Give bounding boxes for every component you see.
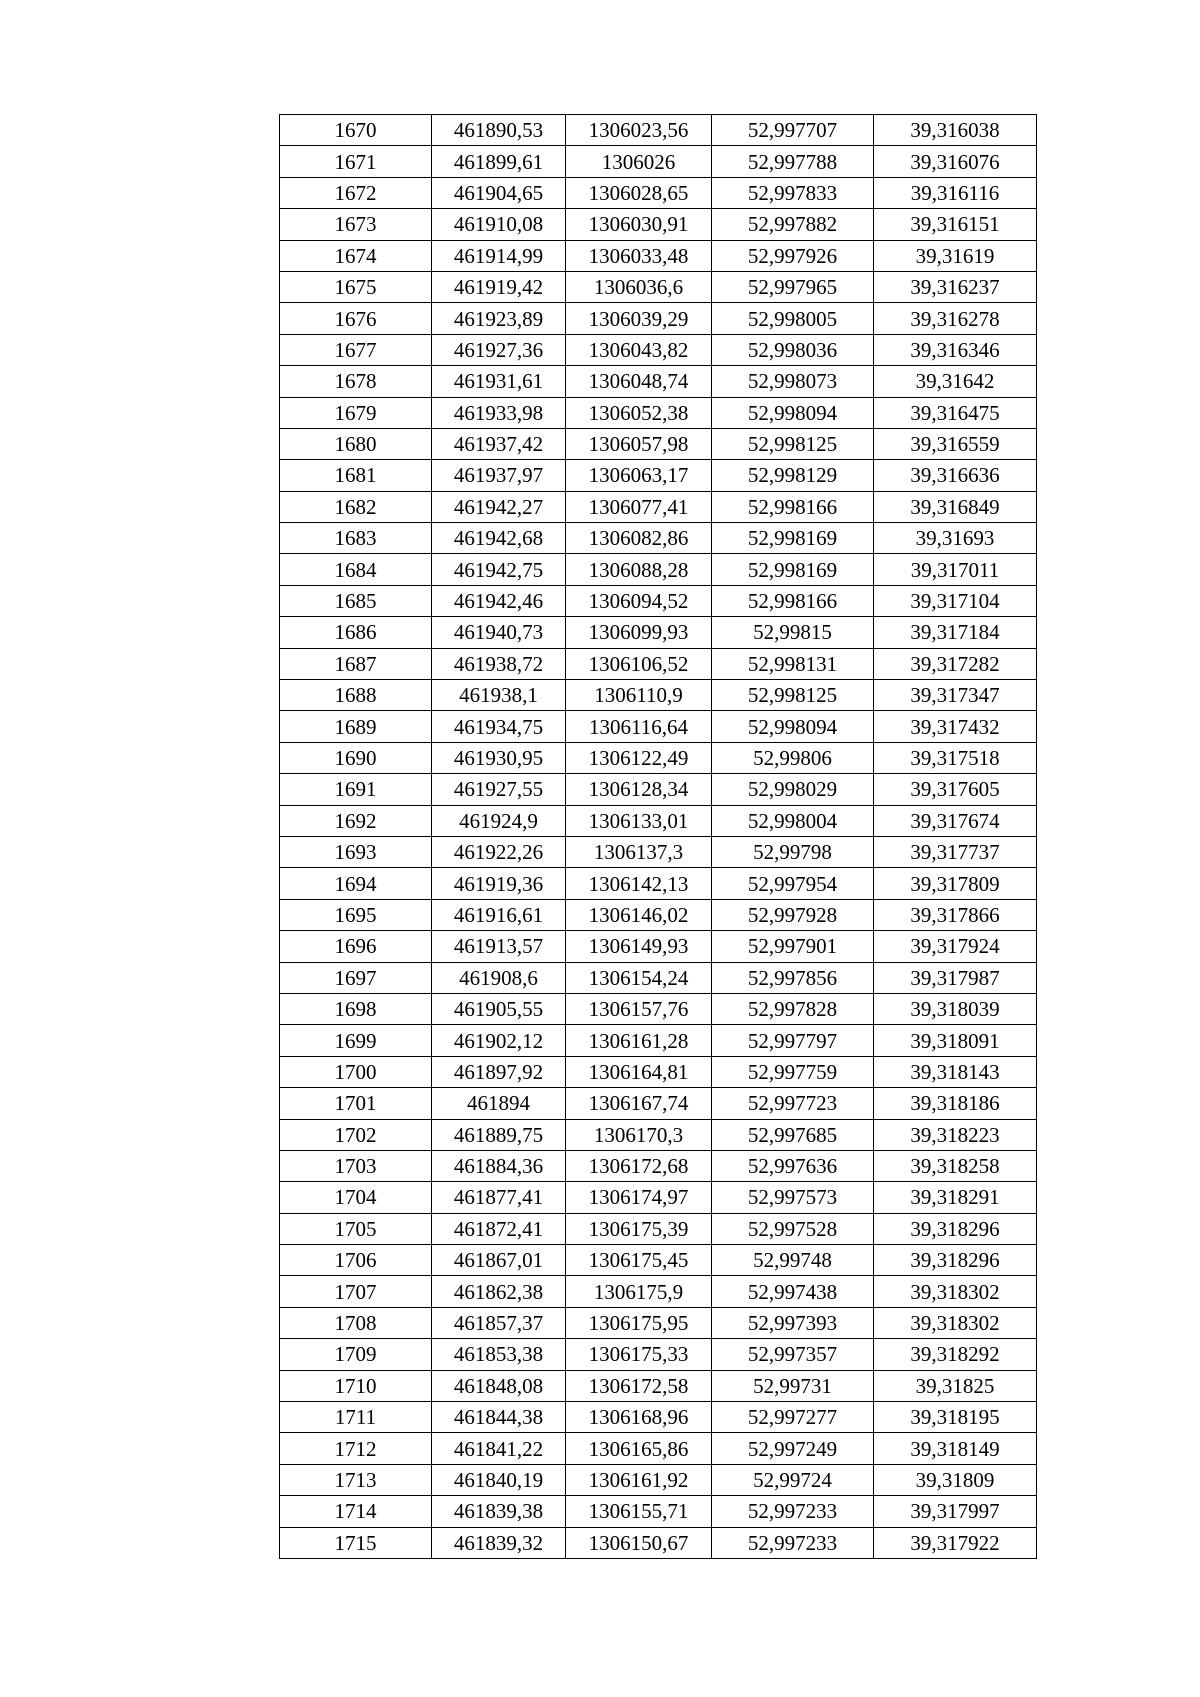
cell-x: 461914,99 bbox=[432, 240, 566, 271]
table-row bbox=[280, 271, 1037, 302]
cell-longitude: 39,31642 bbox=[874, 366, 1037, 397]
cell-y: 1306028,65 bbox=[566, 177, 712, 208]
cell-y: 1306155,71 bbox=[566, 1496, 712, 1527]
cell-x: 461867,01 bbox=[432, 1245, 566, 1276]
table-row bbox=[280, 554, 1037, 585]
cell-point-number: 1678 bbox=[280, 366, 432, 397]
cell-x: 461884,36 bbox=[432, 1150, 566, 1181]
cell-longitude: 39,318292 bbox=[874, 1339, 1037, 1370]
cell-x: 461938,1 bbox=[432, 680, 566, 711]
cell-x: 461853,38 bbox=[432, 1339, 566, 1370]
cell-latitude: 52,99748 bbox=[712, 1245, 874, 1276]
table-row bbox=[280, 1339, 1037, 1370]
cell-y: 1306082,86 bbox=[566, 523, 712, 554]
cell-longitude: 39,316278 bbox=[874, 303, 1037, 334]
cell-point-number: 1684 bbox=[280, 554, 432, 585]
cell-x: 461942,68 bbox=[432, 523, 566, 554]
cell-x: 461889,75 bbox=[432, 1119, 566, 1150]
cell-longitude: 39,317924 bbox=[874, 931, 1037, 962]
cell-longitude: 39,316636 bbox=[874, 460, 1037, 491]
cell-longitude: 39,316151 bbox=[874, 209, 1037, 240]
cell-x: 461910,08 bbox=[432, 209, 566, 240]
cell-point-number: 1708 bbox=[280, 1307, 432, 1338]
cell-longitude: 39,318091 bbox=[874, 1025, 1037, 1056]
cell-y: 1306149,93 bbox=[566, 931, 712, 962]
cell-x: 461927,55 bbox=[432, 774, 566, 805]
cell-latitude: 52,99806 bbox=[712, 742, 874, 773]
table-row bbox=[280, 1370, 1037, 1401]
cell-point-number: 1695 bbox=[280, 899, 432, 930]
cell-latitude: 52,997928 bbox=[712, 899, 874, 930]
cell-y: 1306057,98 bbox=[566, 428, 712, 459]
cell-y: 1306110,9 bbox=[566, 680, 712, 711]
cell-latitude: 52,997882 bbox=[712, 209, 874, 240]
cell-y: 1306164,81 bbox=[566, 1056, 712, 1087]
cell-longitude: 39,317922 bbox=[874, 1527, 1037, 1558]
cell-x: 461862,38 bbox=[432, 1276, 566, 1307]
cell-x: 461937,97 bbox=[432, 460, 566, 491]
cell-x: 461930,95 bbox=[432, 742, 566, 773]
cell-x: 461942,75 bbox=[432, 554, 566, 585]
cell-y: 1306167,74 bbox=[566, 1088, 712, 1119]
cell-longitude: 39,317605 bbox=[874, 774, 1037, 805]
cell-latitude: 52,997828 bbox=[712, 993, 874, 1024]
cell-x: 461848,08 bbox=[432, 1370, 566, 1401]
cell-longitude: 39,317997 bbox=[874, 1496, 1037, 1527]
cell-latitude: 52,998131 bbox=[712, 648, 874, 679]
cell-x: 461897,92 bbox=[432, 1056, 566, 1087]
cell-x: 461905,55 bbox=[432, 993, 566, 1024]
cell-point-number: 1683 bbox=[280, 523, 432, 554]
cell-latitude: 52,99724 bbox=[712, 1464, 874, 1495]
cell-point-number: 1696 bbox=[280, 931, 432, 962]
cell-y: 1306088,28 bbox=[566, 554, 712, 585]
cell-x: 461839,32 bbox=[432, 1527, 566, 1558]
cell-y: 1306175,9 bbox=[566, 1276, 712, 1307]
cell-x: 461913,57 bbox=[432, 931, 566, 962]
cell-point-number: 1694 bbox=[280, 868, 432, 899]
cell-latitude: 52,99815 bbox=[712, 617, 874, 648]
cell-latitude: 52,99731 bbox=[712, 1370, 874, 1401]
cell-y: 1306174,97 bbox=[566, 1182, 712, 1213]
cell-y: 1306142,13 bbox=[566, 868, 712, 899]
table-row bbox=[280, 931, 1037, 962]
cell-y: 1306133,01 bbox=[566, 805, 712, 836]
cell-x: 461839,38 bbox=[432, 1496, 566, 1527]
table-row bbox=[280, 1402, 1037, 1433]
cell-y: 1306170,3 bbox=[566, 1119, 712, 1150]
cell-point-number: 1711 bbox=[280, 1402, 432, 1433]
cell-y: 1306077,41 bbox=[566, 491, 712, 522]
cell-y: 1306175,39 bbox=[566, 1213, 712, 1244]
cell-longitude: 39,317809 bbox=[874, 868, 1037, 899]
cell-latitude: 52,997528 bbox=[712, 1213, 874, 1244]
cell-latitude: 52,997856 bbox=[712, 962, 874, 993]
cell-longitude: 39,316076 bbox=[874, 146, 1037, 177]
cell-point-number: 1692 bbox=[280, 805, 432, 836]
cell-y: 1306030,91 bbox=[566, 209, 712, 240]
cell-point-number: 1714 bbox=[280, 1496, 432, 1527]
table-row bbox=[280, 1433, 1037, 1464]
cell-point-number: 1680 bbox=[280, 428, 432, 459]
cell-x: 461931,61 bbox=[432, 366, 566, 397]
cell-point-number: 1673 bbox=[280, 209, 432, 240]
cell-latitude: 52,997723 bbox=[712, 1088, 874, 1119]
cell-x: 461938,72 bbox=[432, 648, 566, 679]
cell-y: 1306172,58 bbox=[566, 1370, 712, 1401]
cell-latitude: 52,997233 bbox=[712, 1527, 874, 1558]
cell-y: 1306039,29 bbox=[566, 303, 712, 334]
cell-point-number: 1689 bbox=[280, 711, 432, 742]
cell-longitude: 39,317104 bbox=[874, 585, 1037, 616]
cell-point-number: 1702 bbox=[280, 1119, 432, 1150]
cell-longitude: 39,318302 bbox=[874, 1276, 1037, 1307]
cell-point-number: 1685 bbox=[280, 585, 432, 616]
coordinate-table bbox=[279, 114, 1037, 1559]
cell-longitude: 39,317282 bbox=[874, 648, 1037, 679]
cell-latitude: 52,997954 bbox=[712, 868, 874, 899]
cell-latitude: 52,998004 bbox=[712, 805, 874, 836]
cell-point-number: 1670 bbox=[280, 115, 432, 146]
cell-point-number: 1688 bbox=[280, 680, 432, 711]
table-row bbox=[280, 617, 1037, 648]
cell-point-number: 1687 bbox=[280, 648, 432, 679]
cell-y: 1306033,48 bbox=[566, 240, 712, 271]
table-row bbox=[280, 1245, 1037, 1276]
cell-latitude: 52,998169 bbox=[712, 554, 874, 585]
cell-x: 461872,41 bbox=[432, 1213, 566, 1244]
cell-point-number: 1707 bbox=[280, 1276, 432, 1307]
cell-point-number: 1674 bbox=[280, 240, 432, 271]
cell-longitude: 39,316849 bbox=[874, 491, 1037, 522]
cell-latitude: 52,998169 bbox=[712, 523, 874, 554]
cell-longitude: 39,317987 bbox=[874, 962, 1037, 993]
cell-latitude: 52,998073 bbox=[712, 366, 874, 397]
cell-point-number: 1712 bbox=[280, 1433, 432, 1464]
cell-x: 461937,42 bbox=[432, 428, 566, 459]
cell-latitude: 52,998166 bbox=[712, 585, 874, 616]
cell-point-number: 1705 bbox=[280, 1213, 432, 1244]
cell-x: 461916,61 bbox=[432, 899, 566, 930]
cell-point-number: 1706 bbox=[280, 1245, 432, 1276]
cell-point-number: 1710 bbox=[280, 1370, 432, 1401]
table-row bbox=[280, 993, 1037, 1024]
cell-y: 1306161,28 bbox=[566, 1025, 712, 1056]
cell-latitude: 52,997901 bbox=[712, 931, 874, 962]
cell-y: 1306036,6 bbox=[566, 271, 712, 302]
cell-longitude: 39,317432 bbox=[874, 711, 1037, 742]
cell-y: 1306026 bbox=[566, 146, 712, 177]
cell-x: 461902,12 bbox=[432, 1025, 566, 1056]
cell-x: 461919,42 bbox=[432, 271, 566, 302]
cell-point-number: 1693 bbox=[280, 836, 432, 867]
cell-x: 461877,41 bbox=[432, 1182, 566, 1213]
cell-longitude: 39,316237 bbox=[874, 271, 1037, 302]
table-row bbox=[280, 1182, 1037, 1213]
cell-y: 1306168,96 bbox=[566, 1402, 712, 1433]
cell-longitude: 39,317737 bbox=[874, 836, 1037, 867]
cell-latitude: 52,997926 bbox=[712, 240, 874, 271]
table-row bbox=[280, 962, 1037, 993]
table-row bbox=[280, 1213, 1037, 1244]
cell-y: 1306023,56 bbox=[566, 115, 712, 146]
cell-x: 461894 bbox=[432, 1088, 566, 1119]
cell-longitude: 39,31693 bbox=[874, 523, 1037, 554]
cell-longitude: 39,316346 bbox=[874, 334, 1037, 365]
cell-y: 1306146,02 bbox=[566, 899, 712, 930]
cell-longitude: 39,318143 bbox=[874, 1056, 1037, 1087]
cell-y: 1306116,64 bbox=[566, 711, 712, 742]
table-row bbox=[280, 742, 1037, 773]
cell-y: 1306175,33 bbox=[566, 1339, 712, 1370]
table-row bbox=[280, 177, 1037, 208]
cell-longitude: 39,318291 bbox=[874, 1182, 1037, 1213]
cell-point-number: 1701 bbox=[280, 1088, 432, 1119]
cell-latitude: 52,998029 bbox=[712, 774, 874, 805]
table-row bbox=[280, 711, 1037, 742]
table-row bbox=[280, 1464, 1037, 1495]
cell-longitude: 39,318186 bbox=[874, 1088, 1037, 1119]
cell-point-number: 1715 bbox=[280, 1527, 432, 1558]
table-row bbox=[280, 240, 1037, 271]
cell-point-number: 1704 bbox=[280, 1182, 432, 1213]
table-row bbox=[280, 1150, 1037, 1181]
cell-x: 461908,6 bbox=[432, 962, 566, 993]
cell-latitude: 52,997759 bbox=[712, 1056, 874, 1087]
cell-y: 1306128,34 bbox=[566, 774, 712, 805]
cell-y: 1306052,38 bbox=[566, 397, 712, 428]
table-row bbox=[280, 115, 1037, 146]
table-row bbox=[280, 1276, 1037, 1307]
cell-point-number: 1709 bbox=[280, 1339, 432, 1370]
cell-point-number: 1679 bbox=[280, 397, 432, 428]
cell-longitude: 39,318223 bbox=[874, 1119, 1037, 1150]
cell-latitude: 52,997393 bbox=[712, 1307, 874, 1338]
cell-latitude: 52,998125 bbox=[712, 428, 874, 459]
cell-point-number: 1713 bbox=[280, 1464, 432, 1495]
cell-longitude: 39,31825 bbox=[874, 1370, 1037, 1401]
table-row bbox=[280, 1119, 1037, 1150]
cell-latitude: 52,998005 bbox=[712, 303, 874, 334]
table-row bbox=[280, 1527, 1037, 1558]
table-row bbox=[280, 366, 1037, 397]
table-row bbox=[280, 1307, 1037, 1338]
table-row bbox=[280, 680, 1037, 711]
cell-latitude: 52,998129 bbox=[712, 460, 874, 491]
cell-longitude: 39,316038 bbox=[874, 115, 1037, 146]
cell-x: 461933,98 bbox=[432, 397, 566, 428]
cell-x: 461841,22 bbox=[432, 1433, 566, 1464]
table-row bbox=[280, 1496, 1037, 1527]
cell-latitude: 52,998094 bbox=[712, 711, 874, 742]
cell-x: 461942,46 bbox=[432, 585, 566, 616]
cell-x: 461919,36 bbox=[432, 868, 566, 899]
cell-point-number: 1699 bbox=[280, 1025, 432, 1056]
cell-point-number: 1672 bbox=[280, 177, 432, 208]
cell-y: 1306048,74 bbox=[566, 366, 712, 397]
cell-y: 1306122,49 bbox=[566, 742, 712, 773]
cell-longitude: 39,317674 bbox=[874, 805, 1037, 836]
table-row bbox=[280, 1056, 1037, 1087]
table-row bbox=[280, 836, 1037, 867]
cell-latitude: 52,998094 bbox=[712, 397, 874, 428]
cell-y: 1306063,17 bbox=[566, 460, 712, 491]
table-row bbox=[280, 585, 1037, 616]
cell-longitude: 39,317347 bbox=[874, 680, 1037, 711]
table-row bbox=[280, 523, 1037, 554]
cell-y: 1306175,45 bbox=[566, 1245, 712, 1276]
table-row bbox=[280, 899, 1037, 930]
table-row bbox=[280, 397, 1037, 428]
cell-y: 1306099,93 bbox=[566, 617, 712, 648]
cell-latitude: 52,997788 bbox=[712, 146, 874, 177]
cell-latitude: 52,997438 bbox=[712, 1276, 874, 1307]
cell-point-number: 1698 bbox=[280, 993, 432, 1024]
cell-x: 461899,61 bbox=[432, 146, 566, 177]
cell-longitude: 39,318195 bbox=[874, 1402, 1037, 1433]
cell-latitude: 52,997277 bbox=[712, 1402, 874, 1433]
cell-longitude: 39,318302 bbox=[874, 1307, 1037, 1338]
cell-longitude: 39,31619 bbox=[874, 240, 1037, 271]
cell-y: 1306165,86 bbox=[566, 1433, 712, 1464]
cell-point-number: 1686 bbox=[280, 617, 432, 648]
cell-latitude: 52,997833 bbox=[712, 177, 874, 208]
table-row bbox=[280, 1025, 1037, 1056]
cell-y: 1306161,92 bbox=[566, 1464, 712, 1495]
cell-y: 1306175,95 bbox=[566, 1307, 712, 1338]
cell-point-number: 1697 bbox=[280, 962, 432, 993]
cell-longitude: 39,317011 bbox=[874, 554, 1037, 585]
table-row bbox=[280, 491, 1037, 522]
cell-point-number: 1676 bbox=[280, 303, 432, 334]
cell-longitude: 39,318296 bbox=[874, 1245, 1037, 1276]
cell-longitude: 39,317518 bbox=[874, 742, 1037, 773]
cell-x: 461927,36 bbox=[432, 334, 566, 365]
cell-x: 461934,75 bbox=[432, 711, 566, 742]
cell-longitude: 39,317184 bbox=[874, 617, 1037, 648]
cell-y: 1306154,24 bbox=[566, 962, 712, 993]
cell-point-number: 1691 bbox=[280, 774, 432, 805]
cell-y: 1306043,82 bbox=[566, 334, 712, 365]
coordinate-table-body bbox=[280, 115, 1037, 1559]
cell-x: 461924,9 bbox=[432, 805, 566, 836]
table-row bbox=[280, 460, 1037, 491]
cell-y: 1306150,67 bbox=[566, 1527, 712, 1558]
table-row bbox=[280, 428, 1037, 459]
cell-latitude: 52,998125 bbox=[712, 680, 874, 711]
cell-latitude: 52,997685 bbox=[712, 1119, 874, 1150]
cell-longitude: 39,318149 bbox=[874, 1433, 1037, 1464]
cell-longitude: 39,31809 bbox=[874, 1464, 1037, 1495]
cell-point-number: 1690 bbox=[280, 742, 432, 773]
cell-x: 461942,27 bbox=[432, 491, 566, 522]
cell-latitude: 52,997233 bbox=[712, 1496, 874, 1527]
cell-latitude: 52,997573 bbox=[712, 1182, 874, 1213]
cell-y: 1306172,68 bbox=[566, 1150, 712, 1181]
cell-x: 461923,89 bbox=[432, 303, 566, 334]
cell-y: 1306157,76 bbox=[566, 993, 712, 1024]
cell-longitude: 39,318258 bbox=[874, 1150, 1037, 1181]
table-row bbox=[280, 1088, 1037, 1119]
table-row bbox=[280, 334, 1037, 365]
cell-latitude: 52,997357 bbox=[712, 1339, 874, 1370]
cell-x: 461890,53 bbox=[432, 115, 566, 146]
cell-y: 1306094,52 bbox=[566, 585, 712, 616]
cell-latitude: 52,997965 bbox=[712, 271, 874, 302]
cell-y: 1306137,3 bbox=[566, 836, 712, 867]
cell-latitude: 52,997636 bbox=[712, 1150, 874, 1181]
cell-x: 461857,37 bbox=[432, 1307, 566, 1338]
table-row bbox=[280, 868, 1037, 899]
table-row bbox=[280, 303, 1037, 334]
cell-x: 461904,65 bbox=[432, 177, 566, 208]
cell-latitude: 52,997797 bbox=[712, 1025, 874, 1056]
cell-latitude: 52,997249 bbox=[712, 1433, 874, 1464]
cell-latitude: 52,998166 bbox=[712, 491, 874, 522]
table-row bbox=[280, 648, 1037, 679]
cell-point-number: 1675 bbox=[280, 271, 432, 302]
cell-x: 461844,38 bbox=[432, 1402, 566, 1433]
cell-point-number: 1703 bbox=[280, 1150, 432, 1181]
cell-point-number: 1677 bbox=[280, 334, 432, 365]
cell-longitude: 39,318039 bbox=[874, 993, 1037, 1024]
table-row bbox=[280, 805, 1037, 836]
cell-point-number: 1671 bbox=[280, 146, 432, 177]
cell-latitude: 52,998036 bbox=[712, 334, 874, 365]
cell-x: 461940,73 bbox=[432, 617, 566, 648]
cell-point-number: 1681 bbox=[280, 460, 432, 491]
cell-y: 1306106,52 bbox=[566, 648, 712, 679]
cell-point-number: 1682 bbox=[280, 491, 432, 522]
cell-point-number: 1700 bbox=[280, 1056, 432, 1087]
cell-longitude: 39,318296 bbox=[874, 1213, 1037, 1244]
cell-longitude: 39,316559 bbox=[874, 428, 1037, 459]
cell-x: 461840,19 bbox=[432, 1464, 566, 1495]
cell-x: 461922,26 bbox=[432, 836, 566, 867]
cell-longitude: 39,317866 bbox=[874, 899, 1037, 930]
table-row bbox=[280, 146, 1037, 177]
table-row bbox=[280, 209, 1037, 240]
cell-longitude: 39,316116 bbox=[874, 177, 1037, 208]
cell-latitude: 52,997707 bbox=[712, 115, 874, 146]
cell-latitude: 52,99798 bbox=[712, 836, 874, 867]
cell-longitude: 39,316475 bbox=[874, 397, 1037, 428]
table-row bbox=[280, 774, 1037, 805]
